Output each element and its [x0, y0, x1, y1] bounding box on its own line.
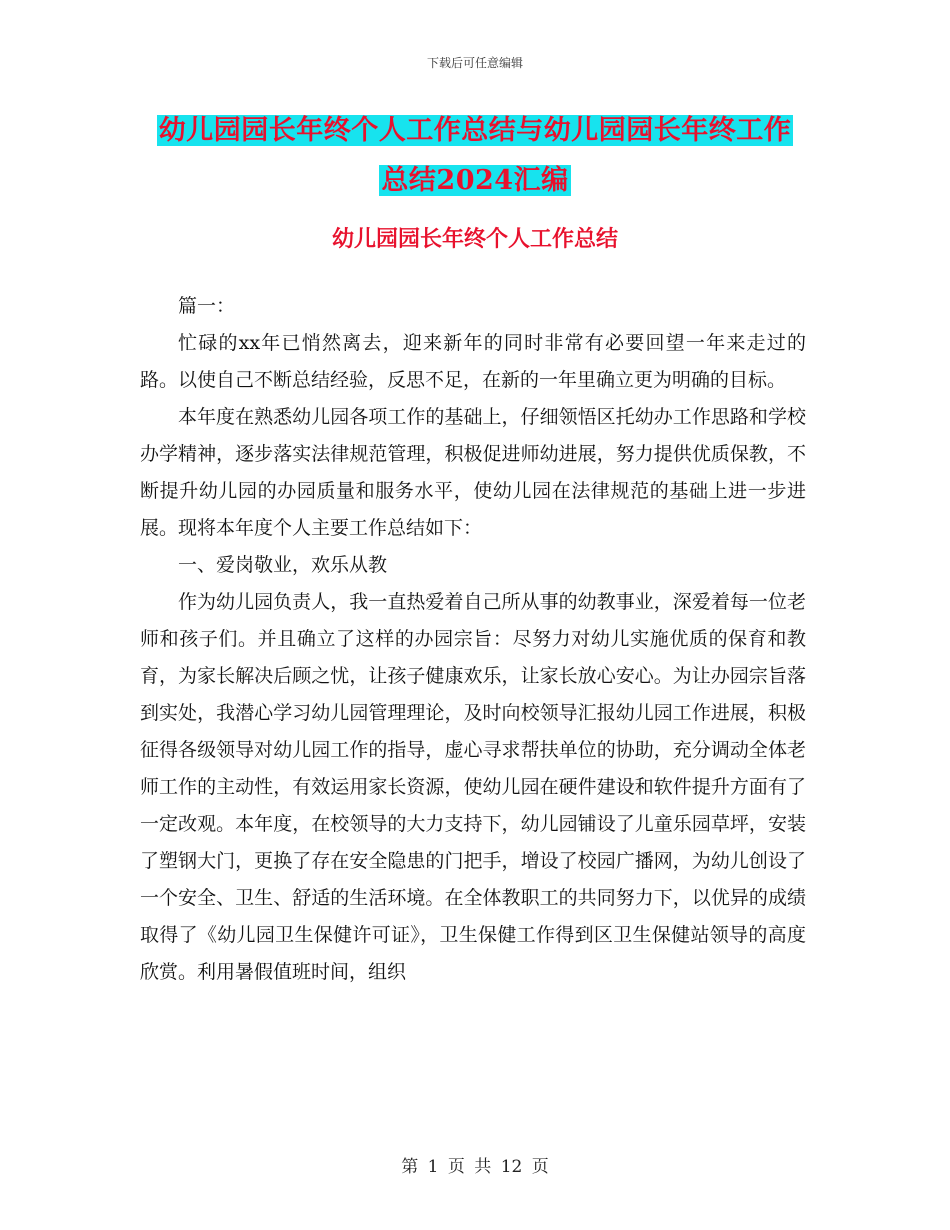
paragraph-heading: 篇一：	[178, 295, 236, 317]
paragraph: 作为幼儿园负责人，我一直热爱着自己所从事的幼教事业，深爱着每一位老师和孩子们。并且确立了这样的办园宗旨：尽努力对幼儿实施优质的保育和教育，为家长解决后顾之忧，让孩子健康欢乐，让家长放心安心。为让办园宗旨落到实处，我潜心学习幼儿园管理理论，及时向校领导汇报幼儿园工作进展，积极征得各级领导对幼儿园工作的指导，虚心寻求帮扶单位的协助，充分调动全体老师工作的主动性，有效运用家长资源，使幼儿园在硬件建设和软件提升方面有了一定改观。本年度，在校领导的大力支持下，幼儿园铺设了儿童乐园草坪，安装了塑钢大门，更换了存在安全隐患的门把手，增设了校园广播网，为幼儿创设了一个安全、卫生、舒适的生活环境。在全体教职工的共同努力下，以优异的成绩取得了《幼儿园卫生保健许可证》，卫生保健工作得到区卫生保健站领导的高度欣赏。利用暑假值班时间，组织	[140, 591, 806, 983]
document-title	[140, 106, 810, 206]
paragraph: 本年度在熟悉幼儿园各项工作的基础上，仔细领悟区托幼办工作思路和学校办学精神，逐步落实法律规范管理，积极促进师幼进展，努力提供优质保教，不断提升幼儿园的办园质量和服务水平，使幼儿园在法律规范的基础上进一步进展。现将本年度个人主要工作总结如下：	[140, 406, 806, 539]
paragraph: 忙碌的xx年已悄然离去，迎来新年的同时非常有必要回望一年来走过的路。以使自己不断总结经验，反思不足，在新的一年里确立更为明确的目标。	[140, 332, 806, 391]
body-text	[140, 288, 806, 991]
section-title: 幼儿园园长年终个人工作总结	[331, 226, 618, 252]
title-line-2: 总结2024汇编	[381, 165, 569, 196]
paragraph-heading: 一、爱岗敬业，欢乐从教	[178, 554, 388, 576]
page-footer: 第 1 页 共 12 页	[401, 1157, 549, 1177]
title-line-1: 幼儿园园长年终个人工作总结与幼儿园园长年终工作	[158, 115, 792, 146]
header-note: 下载后可任意编辑	[426, 56, 523, 70]
